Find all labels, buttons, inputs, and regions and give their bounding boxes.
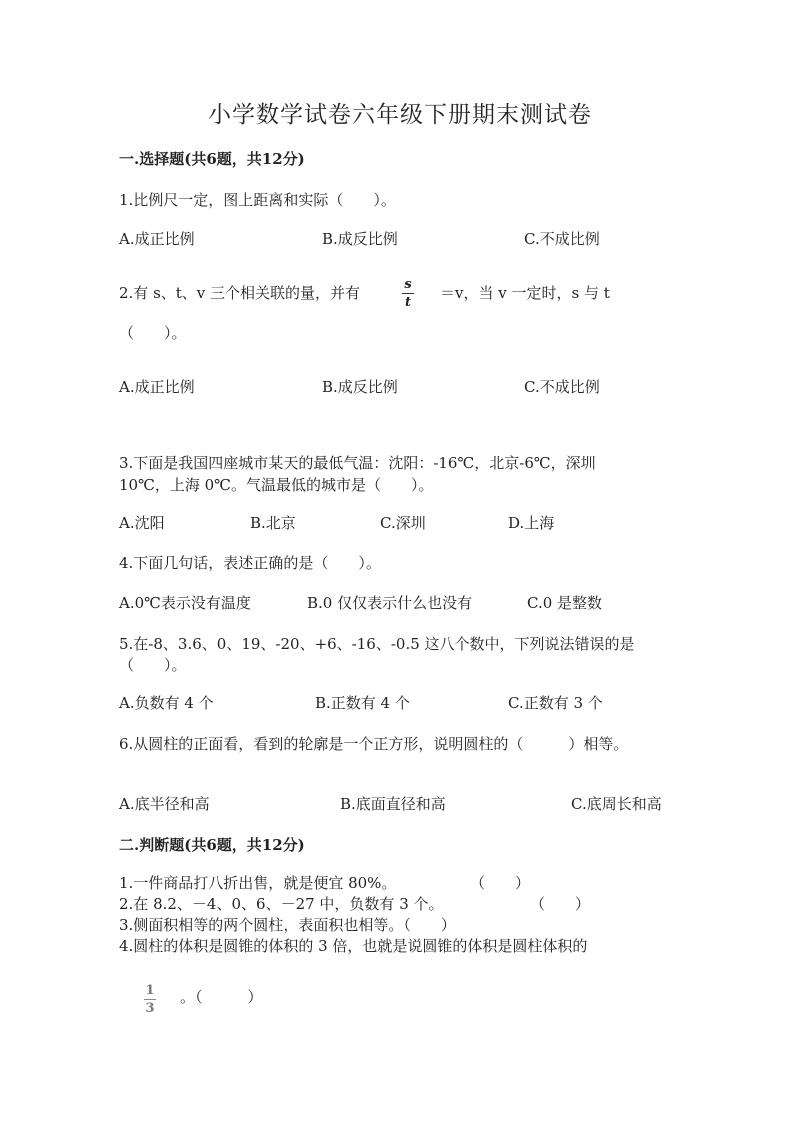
fraction-denominator: t [404, 295, 411, 310]
judgement-4-tail: 。（ ） [180, 988, 263, 1006]
judgement-1-text: 1.一件商品打八折出售，就是便宜 80%。 [119, 874, 397, 892]
question-1-option-c[interactable]: C.不成比例 [524, 230, 600, 248]
question-6-option-b[interactable]: B.底面直径和高 [340, 795, 446, 813]
page-title: 小学数学试卷六年级下册期末测试卷 [208, 102, 592, 128]
question-5-stem-line2: （ ）。 [119, 656, 187, 674]
judgement-3-text: 3.侧面积相等的两个圆柱，表面积也相等。（ ） [119, 916, 456, 934]
section-heading-choice: 一.选择题(共6题，共12分) [119, 150, 305, 168]
question-2-stem-line2: （ ）。 [119, 324, 187, 342]
question-3-option-d[interactable]: D.上海 [508, 514, 555, 532]
judgement-4-fraction [144, 983, 156, 1016]
judgement-4-text: 4.圆柱的体积是圆锥的体积的 3 倍，也就是说圆锥的体积是圆柱体积的 [119, 937, 588, 955]
question-1-option-b[interactable]: B.成反比例 [322, 230, 398, 248]
question-5-option-c[interactable]: C.正数有 3 个 [508, 694, 603, 712]
question-4-option-a[interactable]: A.0℃表示没有温度 [119, 594, 251, 612]
question-2-option-a[interactable]: A.成正比例 [119, 378, 195, 396]
question-3-stem-line2: 10℃，上海 0℃。气温最低的城市是（ ）。 [119, 476, 434, 494]
question-2-stem-pre: 2.有 s、t、v 三个相关联的量，并有 [119, 284, 361, 302]
fraction-denominator: 3 [145, 1001, 155, 1016]
judgement-2-text: 2.在 8.2、－4、0、6、－27 中，负数有 3 个。 [119, 895, 444, 913]
question-4-option-c[interactable]: C.0 是整数 [527, 594, 603, 612]
question-2-option-c[interactable]: C.不成比例 [524, 378, 600, 396]
question-4-stem: 4.下面几句话，表述正确的是（ ）。 [119, 554, 381, 572]
question-3-option-a[interactable]: A.沈阳 [119, 514, 165, 532]
question-6-option-a[interactable]: A.底半径和高 [119, 795, 210, 813]
question-2-stem-post: ＝v，当 v 一定时，s 与 t [440, 284, 610, 302]
question-3-stem-line1: 3.下面是我国四座城市某天的最低气温：沈阳：-16℃，北京-6℃，深圳 [119, 454, 596, 472]
question-1-stem: 1.比例尺一定，图上距离和实际（ ）。 [119, 191, 396, 209]
judgement-2-blank[interactable]: （ ） [530, 895, 591, 913]
question-2-fraction [402, 277, 414, 310]
question-4-option-b[interactable]: B.0 仅仅表示什么也没有 [307, 594, 473, 612]
question-5-stem-line1: 5.在-8、3.6、0、19、-20、+6、-16、-0.5 这八个数中，下列说法错误的是 [119, 635, 635, 653]
fraction-bar [144, 999, 156, 1000]
question-1-option-a[interactable]: A.成正比例 [119, 230, 195, 248]
question-5-option-a[interactable]: A.负数有 4 个 [119, 694, 214, 712]
question-3-option-c[interactable]: C.深圳 [380, 514, 426, 532]
fraction-numerator: s [404, 277, 412, 292]
question-5-option-b[interactable]: B.正数有 4 个 [315, 694, 410, 712]
question-3-option-b[interactable]: B.北京 [250, 514, 296, 532]
question-2-option-b[interactable]: B.成反比例 [322, 378, 398, 396]
judgement-1-blank[interactable]: （ ） [470, 874, 531, 892]
section-heading-judgement: 二.判断题(共6题，共12分) [119, 836, 305, 854]
fraction-bar [402, 293, 414, 294]
question-6-option-c[interactable]: C.底周长和高 [571, 795, 662, 813]
fraction-numerator: 1 [145, 983, 155, 998]
question-6-stem: 6.从圆柱的正面看，看到的轮廓是一个正方形，说明圆柱的（ ）相等。 [119, 735, 629, 753]
